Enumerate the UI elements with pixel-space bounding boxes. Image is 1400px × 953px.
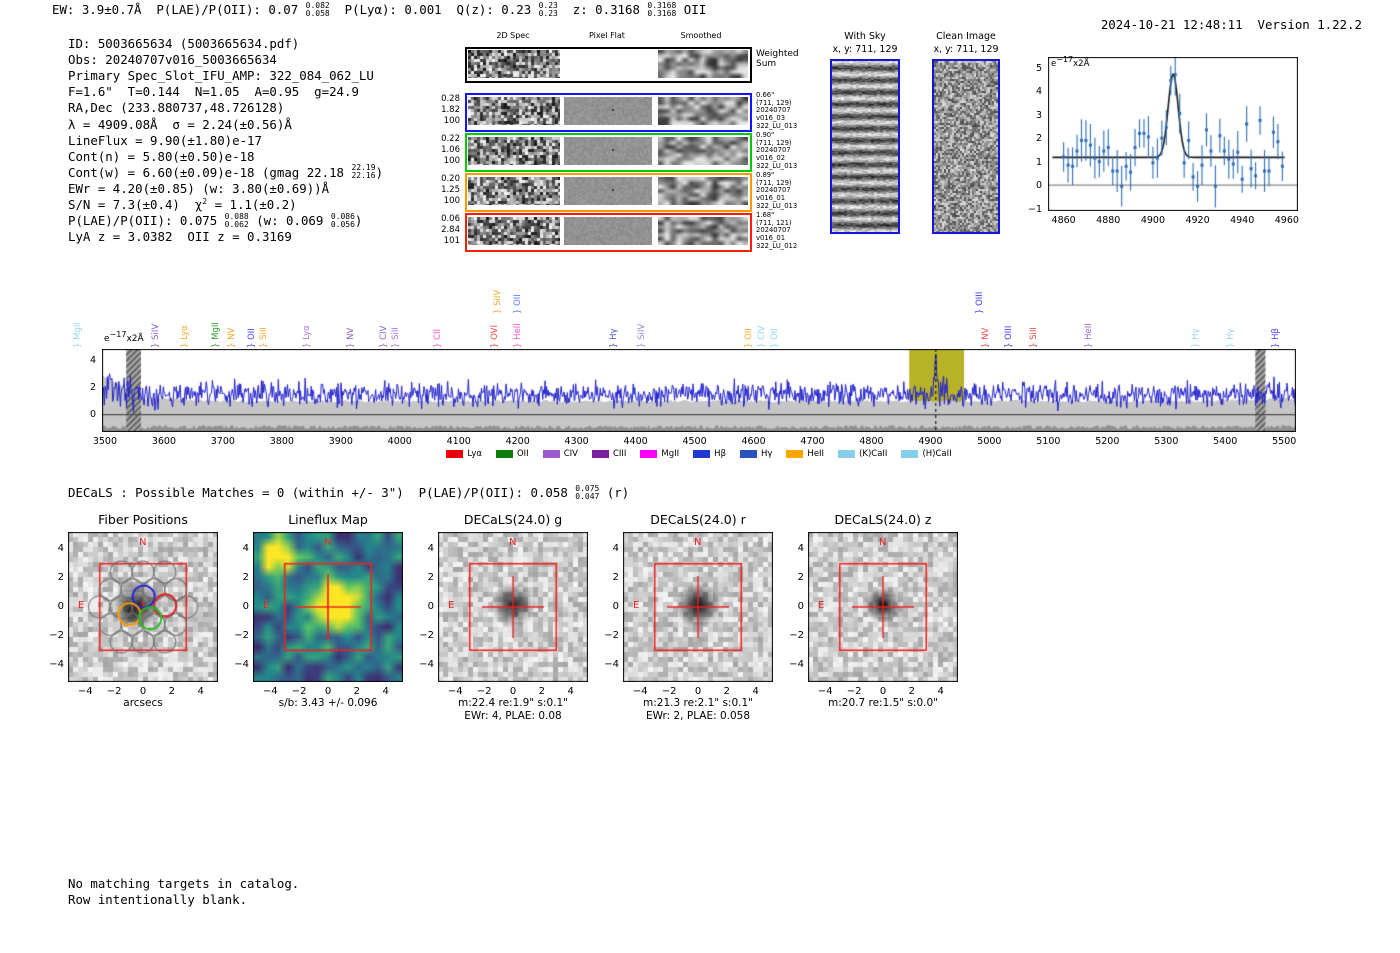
twod-row-left-labels[interactable]: 0.28 1.82 100	[441, 94, 460, 126]
legend-item-HeII: HeII	[786, 449, 824, 459]
cutout-ytick[interactable]: −2	[234, 629, 249, 641]
full-spectrum-plot	[102, 349, 1296, 432]
decals-g-ew-plae: EWr: 4, PLAE: 0.08	[464, 710, 562, 722]
compass-north-label[interactable]: N	[324, 537, 332, 548]
cutout-ytick[interactable]: −4	[789, 658, 804, 670]
cutout-xtick[interactable]: −2	[661, 686, 677, 697]
zoom-plot-ytick[interactable]: −1	[1027, 203, 1042, 215]
footer-line-1: No matching targets in catalog.	[68, 876, 300, 891]
cutout-xtick[interactable]: −4	[447, 686, 463, 697]
spectrum-xtick[interactable]: 5300	[1154, 436, 1179, 447]
decals-match-line: DECaLS : Possible Matches = 0 (within +/- 3") P(LAE)/P(OII): 0.058 0.075 0.047 (r)	[68, 483, 630, 501]
info-line[interactable]: P(LAE)/P(OII): 0.075 0.088 0.062 (w: 0.069 0.086 0.056 )	[68, 211, 363, 229]
cutout-ytick[interactable]: 4	[797, 543, 804, 555]
spectrum-xtick[interactable]: 4500	[682, 436, 707, 447]
emission-line-label-OIII[interactable]: } OIII	[1003, 325, 1014, 348]
cutout-xtick[interactable]: 4	[197, 686, 204, 697]
spectrum-xtick[interactable]: 4100	[446, 436, 471, 447]
info-line[interactable]: RA,Dec (233.880737,48.726128)	[68, 100, 285, 116]
fiber-xlabel: arcsecs	[123, 697, 163, 709]
cutout-xtick[interactable]: 2	[723, 686, 731, 697]
emission-line-label-Hγ[interactable]: } Hγ	[1191, 328, 1202, 348]
decals-g-xlabel: m:22.4 re:1.9" s:0.1"	[458, 697, 568, 709]
info-line[interactable]: ID: 5003665634 (5003665634.pdf)	[68, 36, 300, 51]
legend-swatch	[838, 450, 855, 458]
twod-weighted-smoothed-image	[658, 50, 748, 78]
cutout-ytick[interactable]: 2	[57, 572, 64, 584]
twod-row-smoothed-image	[658, 217, 748, 245]
emission-line-label-Hγ[interactable]: } Hγ	[1226, 328, 1237, 348]
twod-col-title-spec: 2D Spec	[496, 31, 530, 40]
zoom-plot-xtick[interactable]: 4900	[1140, 215, 1165, 226]
zoom-plot-ytick[interactable]: 1	[1035, 156, 1042, 168]
line-fit-zoom-plot	[1048, 57, 1298, 211]
legend-swatch	[496, 450, 513, 458]
emission-line-label-OII[interactable]: } OII	[770, 328, 781, 348]
cutout-ytick[interactable]: 4	[242, 543, 249, 555]
legend-item-MgII: MgII	[640, 449, 679, 459]
zoom-plot-xtick[interactable]: 4860	[1051, 215, 1076, 226]
cutout-xtick[interactable]: −2	[846, 686, 862, 697]
twod-row-left-labels[interactable]: 0.20 1.25 100	[441, 174, 460, 206]
emission-line-label-CII[interactable]: } CII	[432, 328, 443, 348]
twod-row-spec-image	[468, 217, 560, 245]
cutout-xtick[interactable]: 0	[879, 686, 887, 697]
cutout-ytick[interactable]: 2	[242, 572, 249, 584]
emission-line-label-SiII[interactable]: } SiII	[391, 327, 402, 348]
legend-swatch	[740, 450, 757, 458]
twod-row-pixelflat-image	[564, 137, 652, 165]
cutout-ytick[interactable]: 4	[427, 543, 434, 555]
emission-line-label-MgII[interactable]: } MgII	[73, 322, 84, 348]
emission-line-label-HeII[interactable]: } HeII	[1084, 323, 1095, 348]
fiber-positions-title: Fiber Positions	[98, 512, 188, 527]
cutout-xtick[interactable]: 4	[937, 686, 944, 697]
decals-cutout-image	[438, 532, 588, 682]
cutout-xtick[interactable]: −2	[476, 686, 492, 697]
compass-north-label[interactable]: N	[139, 537, 147, 548]
twod-row-right-labels[interactable]: 0.89" (711, 129) 20240707 v016_01 322_LU_013	[756, 171, 798, 210]
legend-item-OII: OII	[496, 449, 529, 459]
cutout-ytick[interactable]: −4	[234, 658, 249, 670]
with-sky-title: With Sky	[844, 31, 886, 42]
spectrum-xtick[interactable]: 3700	[210, 436, 235, 447]
cutout-xtick[interactable]: −4	[632, 686, 648, 697]
cutout-xtick[interactable]: −2	[291, 686, 307, 697]
zoom-plot-xtick[interactable]: 4960	[1274, 215, 1299, 226]
emission-line-label-SiIV[interactable]: } SiIV	[636, 323, 647, 348]
emission-line-label-OVI[interactable]: } OVI	[489, 325, 500, 348]
spectrum-xtick[interactable]: 5400	[1213, 436, 1238, 447]
decals-cutout-image	[623, 532, 773, 682]
emission-line-label-SiII[interactable]: } SiII	[1029, 327, 1040, 348]
cutout-ytick[interactable]: 0	[427, 601, 434, 612]
emission-line-label-SiIV[interactable]: } SiIV	[151, 323, 162, 348]
compass-north-label[interactable]: N	[509, 537, 517, 548]
cutout-xtick[interactable]: 0	[139, 686, 147, 697]
spectrum-units-label[interactable]: e−17x2Å	[104, 330, 144, 344]
twod-weighted-spec-image	[468, 50, 560, 78]
spectrum-xtick[interactable]: 4300	[564, 436, 589, 447]
cutout-ytick[interactable]: −2	[49, 629, 64, 641]
info-line[interactable]: Cont(n) = 5.80(±0.50)e-18	[68, 148, 255, 164]
emission-line-label-Lyα[interactable]: } Lyα	[302, 325, 313, 348]
info-line[interactable]: EWr = 4.20(±0.85) (w: 3.80(±0.69))Å	[68, 180, 330, 196]
compass-north-label[interactable]: N	[694, 537, 702, 548]
decals-r-title: DECaLS(24.0) r	[650, 512, 746, 527]
emission-line-label-OII[interactable]: } OII	[247, 328, 258, 348]
legend-swatch	[592, 450, 609, 458]
spectrum-xtick[interactable]: 4800	[859, 436, 884, 447]
spectrum-ytick[interactable]: 0	[89, 408, 96, 420]
legend-item-Hγ: Hγ	[740, 449, 772, 459]
spectrum-xtick[interactable]: 5200	[1095, 436, 1120, 447]
spectrum-xtick[interactable]: 5500	[1272, 436, 1297, 447]
emission-line-label-NV[interactable]: } NV	[980, 327, 991, 348]
emission-line-label-CIV[interactable]: } CIV	[379, 325, 390, 348]
spectrum-xtick[interactable]: 3600	[151, 436, 176, 447]
legend-swatch	[543, 450, 560, 458]
spectrum-xtick[interactable]: 5100	[1036, 436, 1061, 447]
cutout-ytick[interactable]: −4	[49, 658, 64, 670]
decals-g-title: DECaLS(24.0) g	[463, 512, 563, 527]
emission-line-label-OII[interactable]: } OII	[744, 328, 755, 348]
legend-swatch	[901, 450, 918, 458]
cutout-ytick[interactable]: 0	[797, 601, 804, 612]
cutout-ytick[interactable]: 4	[612, 543, 619, 555]
compass-east-label[interactable]: E	[818, 600, 825, 611]
legend-item-Lyα: Lyα	[446, 449, 482, 459]
cutout-xtick[interactable]: −4	[262, 686, 278, 697]
spectrum-xtick[interactable]: 5000	[977, 436, 1002, 447]
clean-image-coords: x, y: 711, 129	[933, 44, 999, 55]
timestamp-text: 2024-10-21 12:48:11	[1100, 17, 1243, 32]
cutout-ytick[interactable]: 0	[612, 601, 619, 612]
spectrum-xtick[interactable]: 4900	[918, 436, 943, 447]
info-line[interactable]: LyA z = 3.0382 OII z = 0.3169	[68, 229, 292, 245]
compass-east-label[interactable]: E	[78, 600, 85, 611]
emission-line-label-CIV[interactable]: } CIV	[757, 325, 768, 348]
cutout-xtick[interactable]: −2	[106, 686, 122, 697]
cutout-xtick[interactable]: 0	[509, 686, 517, 697]
decals-cutout-image	[808, 532, 958, 682]
spectrum-xtick[interactable]: 3900	[328, 436, 353, 447]
spectrum-xtick[interactable]: 3500	[92, 436, 118, 447]
spectrum-legend[interactable]	[102, 443, 1296, 462]
zoom-plot-ytick[interactable]: 3	[1035, 109, 1042, 121]
cutout-ytick[interactable]: 4	[57, 543, 64, 555]
spectrum-xtick[interactable]: 4400	[623, 436, 648, 447]
compass-east-label[interactable]: E	[633, 600, 640, 611]
cutout-xtick[interactable]: 0	[694, 686, 702, 697]
twod-row-spec-image	[468, 97, 560, 125]
decals-z-title: DECaLS(24.0) z	[834, 512, 932, 527]
decals-z-xlabel: m:20.7 re:1.5" s:0.0"	[828, 697, 938, 709]
cutout-ytick[interactable]: −2	[789, 629, 804, 641]
clean-image-title: Clean Image	[936, 31, 996, 42]
emission-line-label-SiIV[interactable]: } SiIV	[493, 289, 504, 314]
twod-col-title-flat: Pixel Flat	[589, 31, 625, 40]
emission-line-label-SiII[interactable]: } SiII	[258, 327, 269, 348]
info-line[interactable]: Primary Spec_Slot_IFU_AMP: 322_084_062_LU	[68, 68, 374, 84]
cutout-xtick[interactable]: 4	[752, 686, 759, 697]
with-sky-image	[832, 61, 898, 232]
legend-item-(H)CaII: (H)CaII	[901, 449, 951, 459]
twod-row-pixelflat-image	[564, 97, 652, 125]
twod-row-pixelflat-image	[564, 217, 652, 245]
emission-line-label-MgII[interactable]: } MgII	[210, 322, 221, 348]
twod-row-right-labels[interactable]: 0.66" (711, 129) 20240707 v016_03 322_LU_013	[756, 91, 798, 130]
info-line[interactable]: LineFlux = 9.90(±1.80)e-17	[68, 132, 262, 148]
spectrum-xtick[interactable]: 4700	[800, 436, 825, 447]
compass-east-label[interactable]: E	[263, 600, 270, 611]
cutout-ytick[interactable]: 0	[242, 601, 249, 612]
twod-row-right-labels[interactable]: 1.68" (711, 121) 20240707 v016_01 322_LU_012	[756, 211, 798, 250]
lineflux-map-title: Lineflux Map	[288, 512, 368, 527]
clean-image	[934, 61, 998, 232]
cutout-xtick[interactable]: −4	[817, 686, 833, 697]
legend-item-CIV: CIV	[543, 449, 578, 459]
spectrum-ytick[interactable]: 2	[89, 381, 96, 393]
emission-line-label-OIII[interactable]: } OIII	[974, 291, 985, 314]
spectrum-xtick[interactable]: 4600	[741, 436, 766, 447]
footer-line-2: Row intentionally blank.	[68, 892, 248, 907]
info-line[interactable]: S/N = 7.3(±0.4) $\chi^2 = 1.1(\pm 0.2)$	[68, 196, 297, 212]
emission-line-label-Lyα[interactable]: } Lyα	[180, 325, 191, 348]
twod-row-left-labels[interactable]: 0.22 1.06 100	[441, 134, 460, 166]
twod-row-left-labels[interactable]: 0.06 2.84 101	[441, 214, 460, 246]
cutout-ytick[interactable]: −4	[604, 658, 619, 670]
cutout-xtick[interactable]: 2	[168, 686, 176, 697]
legend-swatch	[446, 450, 463, 458]
cutout-xtick[interactable]: 4	[382, 686, 389, 697]
cutout-ytick[interactable]: 2	[797, 572, 804, 584]
legend-swatch	[786, 450, 803, 458]
fiber-cutout-image	[68, 532, 218, 682]
compass-north-label[interactable]: N	[879, 537, 887, 548]
legend-item-Hβ: Hβ	[693, 449, 726, 459]
cutout-ytick[interactable]: −2	[604, 629, 619, 641]
twod-row-spec-image	[468, 177, 560, 205]
decals-r-xlabel: m:21.3 re:2.1" s:0.1"	[643, 697, 753, 709]
spectrum-xtick[interactable]: 3800	[269, 436, 294, 447]
zoom-plot-ytick[interactable]: 2	[1035, 133, 1042, 145]
compass-east-label[interactable]: E	[448, 600, 455, 611]
emission-line-label-Hβ[interactable]: } Hβ	[1270, 328, 1281, 348]
cutout-xtick[interactable]: 2	[353, 686, 361, 697]
cutout-ytick[interactable]: 2	[427, 572, 434, 584]
emission-line-label-OII[interactable]: } OII	[513, 294, 524, 314]
info-line[interactable]: Cont(w) = 6.60(±0.09)e-18 (gmag 22.18 22.19 22.16 )	[68, 163, 384, 181]
spectrum-xtick[interactable]: 4000	[387, 436, 412, 447]
zoom-plot-xtick[interactable]: 4880	[1096, 215, 1121, 226]
twod-row-smoothed-image	[658, 97, 748, 125]
twod-row-smoothed-image	[658, 137, 748, 165]
legend-swatch	[640, 450, 657, 458]
lineflux-cutout-image	[253, 532, 403, 682]
zoom-plot-ytick[interactable]: 4	[1035, 86, 1042, 98]
cutout-ytick[interactable]: 0	[57, 601, 64, 612]
zoom-plot-ytick[interactable]: 5	[1035, 62, 1042, 74]
legend-item-(K)CaII: (K)CaII	[838, 449, 887, 459]
spectrum-xtick[interactable]: 4200	[505, 436, 530, 447]
legend-item-CIII: CIII	[592, 449, 626, 459]
info-line[interactable]: Obs: 20240707v016_5003665634	[68, 52, 277, 68]
zoom-plot-units-label[interactable]: e−17x2Å	[1051, 55, 1090, 69]
cutout-ytick[interactable]: −2	[419, 629, 434, 641]
cutout-xtick[interactable]: −4	[77, 686, 93, 697]
decals-r-ew-plae: EWr: 2, PLAE: 0.058	[645, 710, 751, 722]
emission-line-label-NV[interactable]: } NV	[227, 327, 238, 348]
info-line[interactable]: F=1.6" T=0.144 N=1.05 A=0.95 g=24.9	[68, 84, 359, 100]
version-text: Version 1.22.2	[1257, 17, 1362, 32]
lineflux-xlabel: s/b: 3.43 +/- 0.096	[278, 697, 378, 709]
twod-row-right-labels[interactable]: 0.90" (711, 129) 20240707 v016_02 322_LU_013	[756, 131, 798, 170]
info-line[interactable]: λ = 4909.08Å σ = 2.24(±0.56)Å	[68, 116, 292, 132]
twod-col-title-smooth: Smoothed	[680, 31, 722, 40]
twod-row-spec-image	[468, 137, 560, 165]
zoom-plot-xtick[interactable]: 4920	[1185, 215, 1210, 226]
twod-row-smoothed-image	[658, 177, 748, 205]
cutout-ytick[interactable]: −4	[419, 658, 434, 670]
cutout-xtick[interactable]: 2	[538, 686, 546, 697]
twod-row-pixelflat-image	[564, 177, 652, 205]
summary-line: EW: 3.9±0.7Å P(LAE)/P(OII): 0.07 0.082 0.058 P(Lyα): 0.001 Q(z): 0.23 0.23 0.23 z: 0.3168 0.3168 0.3168 OII	[52, 0, 707, 18]
cutout-ytick[interactable]: 2	[612, 572, 619, 584]
legend-swatch	[693, 450, 710, 458]
emission-line-label-HeII[interactable]: } HeII	[513, 323, 524, 348]
emission-line-label-NV[interactable]: } NV	[346, 327, 357, 348]
zoom-plot-ytick[interactable]: 0	[1035, 180, 1042, 192]
with-sky-coords: x, y: 711, 129	[832, 44, 898, 55]
spectrum-ytick[interactable]: 4	[89, 355, 96, 367]
report-timestamp	[1071, 2, 1362, 47]
cutout-xtick[interactable]: 2	[908, 686, 916, 697]
cutout-xtick[interactable]: 4	[567, 686, 574, 697]
zoom-plot-xtick[interactable]: 4940	[1230, 215, 1255, 226]
cutout-xtick[interactable]: 0	[324, 686, 332, 697]
twod-weighted-sum-label[interactable]: Weighted Sum	[756, 49, 799, 69]
emission-line-label-Hγ[interactable]: } Hγ	[609, 328, 620, 348]
